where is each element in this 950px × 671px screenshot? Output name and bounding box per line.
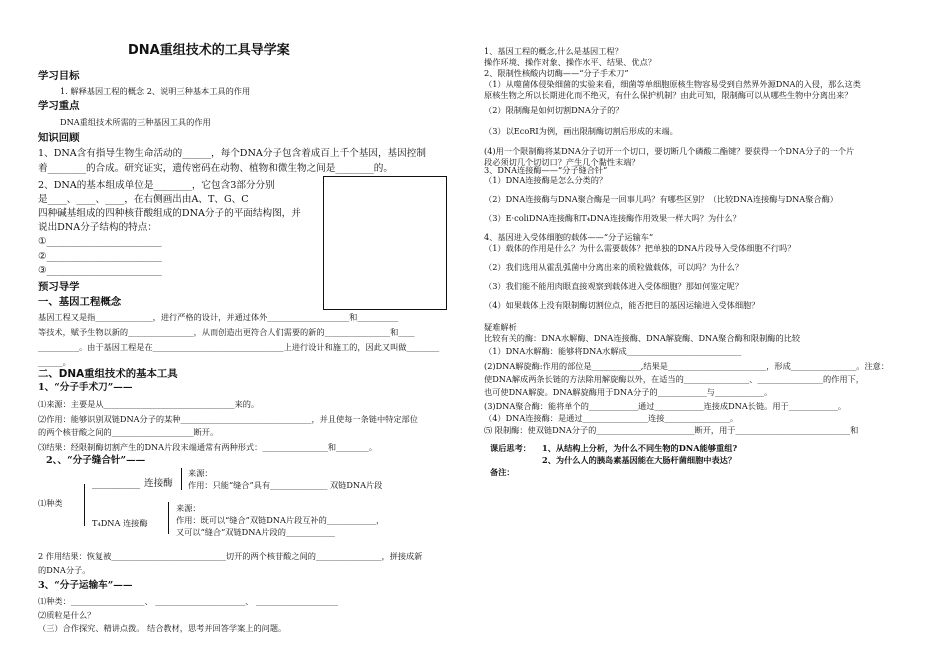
- blank-line: ①________________________: [38, 236, 162, 247]
- review-line: 说出DNA分子结构的特点：: [38, 222, 157, 233]
- analysis-line: 比较有关的酶：DNA水解酶、DNA连接酶、DNA解旋酶、DNA聚合酶和限制酶的比较: [484, 333, 801, 343]
- analysis-line: （4）DNA连接酶：是通过________________连接________________。: [484, 413, 739, 423]
- kind-label: ⑴种类: [38, 498, 63, 508]
- drawing-box: [323, 176, 447, 310]
- blank-line: ②________________________: [38, 251, 162, 262]
- analysis-line: (3)DNA聚合酶：能将单个的____________通过____________连接成DNA长链。用于____________。: [484, 401, 847, 411]
- review-line: 着________的合成。研究证实，遗传密码在动物、植物和微生物之间是________的。: [38, 163, 393, 174]
- vehicle-title: 3、“分子运输车”——: [38, 580, 133, 591]
- analysis-line: 使DNA解成两条长链的方法除用解旋酶以外，在适当的________________、________________的作用下，: [484, 374, 864, 384]
- blank-line: __________: [92, 478, 140, 489]
- after-class-label: 课后思考：: [490, 443, 531, 453]
- ligase-label: 连接酶: [144, 478, 173, 489]
- question-line: （3）我们能不能用肉眼直接观察到载体进入受体细胞？那如何鉴定呢？: [484, 281, 744, 291]
- vehicle-line: （三）合作探究、精讲点拨。 结合教材，思考并回答学案上的问题。: [38, 623, 287, 633]
- preview-heading: 预习导学: [38, 281, 80, 293]
- t4-source: 来源：: [176, 503, 201, 513]
- goals-text: 1. 解释基因工程的概念 2、说明三种基本工具的作用: [60, 86, 251, 96]
- question-line: （2）限制酶是如何切割DNA分子的？: [484, 105, 624, 115]
- question-line: （1）从噬菌体侵染细菌的实验来看，细菌等单细胞原核生物容易受到自然界外源DNA的入侵，那么这类: [484, 79, 861, 89]
- brace: [168, 502, 169, 534]
- page-title: DNA重组技术的工具导学案: [128, 43, 290, 58]
- ecoli-function: 作用：只能“缝合”具有______________ 双链DNA片段: [188, 480, 383, 490]
- question-line: （3）以EcoRI为例，画出限制酶切割后形成的末端。: [484, 126, 678, 136]
- question-line: 3、DNA连接酶——“分子缝合针”: [484, 165, 608, 175]
- analysis-line: 也可使DNA解旋。DNA解旋酶用于DNA分子的____________与____________。: [484, 387, 773, 397]
- analysis-line: （1）DNA水解酶：能够将DNA水解成____________________________: [484, 346, 742, 356]
- goals-heading: 学习目标: [38, 70, 80, 82]
- review-line: 是____、____、____，在右侧画出由A、T、G、C: [38, 194, 249, 205]
- brace: [84, 484, 85, 526]
- review-line: 2、DNA的基本组成单位是________，它包含3部分分别: [38, 180, 275, 191]
- right-line: 操作环境、操作对象、操作水平、结果、优点？: [484, 57, 656, 67]
- section-heading: 一、基因工程概念: [38, 296, 122, 308]
- question-line: （3）E·coliDNA连接酶和T₄DNA连接酶作用效果一样大吗？为什么？: [484, 213, 741, 223]
- blank-line: ③________________________: [38, 265, 162, 276]
- scissors-line: 的两个核苷酸之间的____________________断开。: [38, 427, 219, 437]
- needle-result: 2 作用结果：恢复被____________________________切开的两个核苷酸之间的________________，拼接成新: [38, 551, 423, 561]
- sec1-line: ______。: [38, 357, 71, 367]
- question-line: （4）如果载体上没有限制酶切割位点，能否把目的基因运输进入受体细胞？: [484, 300, 760, 310]
- scissors-line: ⑵作用：能够识别双链DNA分子的某种________________________________，并且使每一条链中特定部位: [38, 414, 418, 424]
- needle-title: 2、、“分子缝合针”——: [46, 455, 146, 466]
- review-heading: 知识回顾: [38, 132, 80, 144]
- right-line: 2、限制性核酸内切酶——“分子手术刀”: [484, 68, 629, 78]
- question-line: 4、基因进入受体细胞的载体——“分子运输车”: [484, 232, 654, 242]
- sec1-line: 等技术，赋予生物以新的________________，从而创造出更符合人们需要的新的________________和____: [38, 327, 415, 337]
- review-line: 1、DNA含有指导生物生命活动的______，每个DNA分子包含着成百上千个基因，基因控制: [38, 148, 426, 159]
- question-line: (4)用一个限制酶将某DNA分子切开一个切口，要切断几个磷酸二酯键？要获得一个DNA分子的一个片: [484, 146, 855, 156]
- section-heading: 二、DNA重组技术的基本工具: [38, 368, 178, 380]
- t4-function: 作用：既可以“缝合”双链DNA片段互补的____________，: [176, 515, 385, 525]
- brace: [181, 468, 182, 490]
- t4-label: T₄DNA 连接酶: [92, 518, 148, 528]
- after-class-question: 1、从结构上分析，为什么不同生物的DNA能够重组?: [542, 443, 738, 453]
- scissors-title: 1、“分子手术刀”——: [38, 382, 133, 393]
- analysis-line: ⑸ 限制酶：使双链DNA分子的________________________断开，用于____________________________和: [484, 425, 859, 435]
- scissors-line: ⑴来源：主要是从________________________________来的。: [38, 399, 260, 409]
- question-line: 原核生物之所以长期进化而不绝灭，有什么保护机制？由此可知，限制酶可以从哪些生物中分离出来？: [484, 90, 853, 100]
- question-line: （1）载体的作用是什么？为什么需要载体？把单独的DNA片段导入受体细胞不行吗？: [484, 243, 796, 253]
- question-line: （2）DNA连接酶与DNA聚合酶是一回事儿吗？有哪些区别？（比较DNA连接酶与DNA聚合酶）: [484, 194, 838, 204]
- t4-function: 又可以“缝合”双链DNA片段的____________: [176, 527, 336, 537]
- vehicle-line: ⑵质粒是什么？: [38, 610, 96, 620]
- key-heading: 学习重点: [38, 100, 80, 112]
- scissors-line: ⑶结果：经限制酶切割产生的DNA片段末端通常有两种形式：________________和________。: [38, 442, 377, 452]
- needle-result: 的DNA分子。: [38, 565, 91, 575]
- right-line: 1、基因工程的概念,什么是基因工程？: [484, 46, 623, 56]
- key-text: DNA重组技术所需的三种基因工具的作用: [60, 117, 211, 127]
- after-class-question: 2、为什么人的胰岛素基因能在大肠杆菌细胞中表达？: [542, 455, 737, 465]
- vehicle-line: ⑴种类：__________________、 ______________________、 ____________________: [38, 596, 338, 606]
- analysis-heading: 疑难解析: [484, 322, 517, 332]
- review-line: 四种碱基组成的四种核苷酸组成的DNA分子的平面结构图，并: [38, 208, 301, 219]
- notes-label: 备注：: [490, 467, 515, 477]
- analysis-line: (2)DNA解旋酶:作用的部位是____________,结果是________________________，形成________________。注意：: [484, 361, 890, 371]
- sec1-line: __________。由于基因工程是在________________________________上进行设计和施工的，因此又叫做________: [38, 342, 440, 352]
- ecoli-source: 来源：: [188, 468, 213, 478]
- question-line: （2）我们选用从霍乱弧菌中分离出来的质粒做载体，可以吗？为什么？: [484, 262, 744, 272]
- question-line: 段必须切几个切切口？产生几个黏性末端？: [484, 157, 640, 167]
- sec1-line: 基因工程又是指______________，进行严格的设计，并通过体外____________________和__________: [38, 312, 399, 322]
- question-line: （1）DNA连接酶是怎么分类的？: [484, 175, 608, 185]
